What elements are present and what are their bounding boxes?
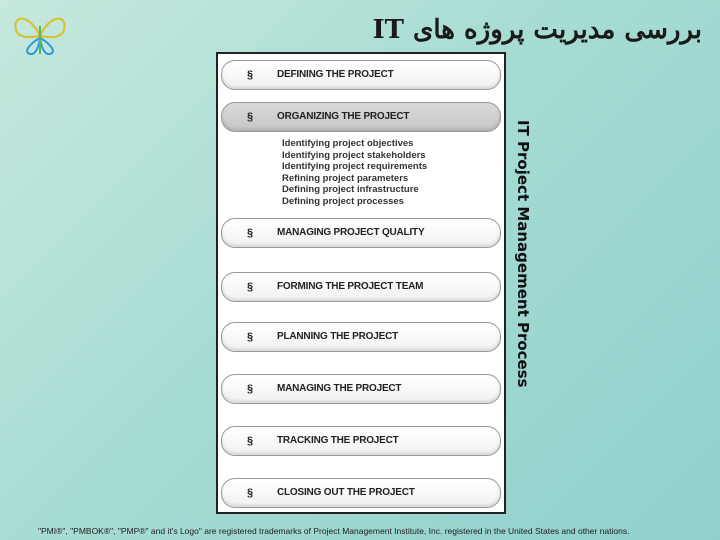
phase-label: TRACKING THE PROJECT (277, 435, 399, 446)
phase-label: ORGANIZING THE PROJECT (277, 111, 410, 122)
phase-label: DEFINING THE PROJECT (277, 69, 394, 80)
process-panel (216, 52, 506, 514)
phase-organizing (221, 102, 501, 132)
phase-label: PLANNING THE PROJECT (277, 331, 399, 342)
bullet-icon: § (247, 435, 254, 447)
trademark-footer: "PMI®", "PMBOK®", "PMP®" and it's Logo" are registered trademarks of Project Management Institute, Inc. registered in the United States and other nations. (38, 526, 630, 536)
list-item: Identifying project requirements (282, 161, 428, 172)
list-item: Identifying project objectives (282, 138, 414, 149)
slide-title: بررسی مدیریت پروژه های IT (372, 15, 702, 45)
phase-tracking (221, 426, 501, 456)
phase-quality (221, 218, 501, 248)
butterfly-logo-icon (8, 8, 72, 62)
list-item: Defining project processes (282, 195, 404, 207)
phase-closing (221, 478, 501, 508)
phase-label: MANAGING THE PROJECT (277, 383, 402, 394)
bullet-icon: § (247, 383, 254, 395)
bullet-icon: § (247, 69, 254, 81)
phase-defining (221, 60, 501, 90)
bullet-icon: § (247, 227, 254, 239)
bullet-icon: § (247, 487, 254, 499)
phase-label: FORMING THE PROJECT TEAM (277, 281, 424, 292)
phase-label: MANAGING PROJECT QUALITY (277, 227, 425, 238)
side-title: IT Project Management Process (514, 120, 532, 388)
list-item: Defining project infrastructure (282, 184, 419, 195)
bullet-icon: § (247, 281, 254, 293)
phase-label: CLOSING OUT THE PROJECT (277, 487, 415, 498)
bullet-icon: § (247, 111, 254, 123)
phase-team (221, 272, 501, 302)
list-item: Refining project parameters (282, 172, 409, 184)
phase-planning (221, 322, 501, 352)
bullet-icon: § (247, 331, 254, 343)
phase-managing (221, 374, 501, 404)
organizing-steps-list (282, 138, 427, 207)
list-item: Identifying project stakeholders (282, 149, 426, 161)
